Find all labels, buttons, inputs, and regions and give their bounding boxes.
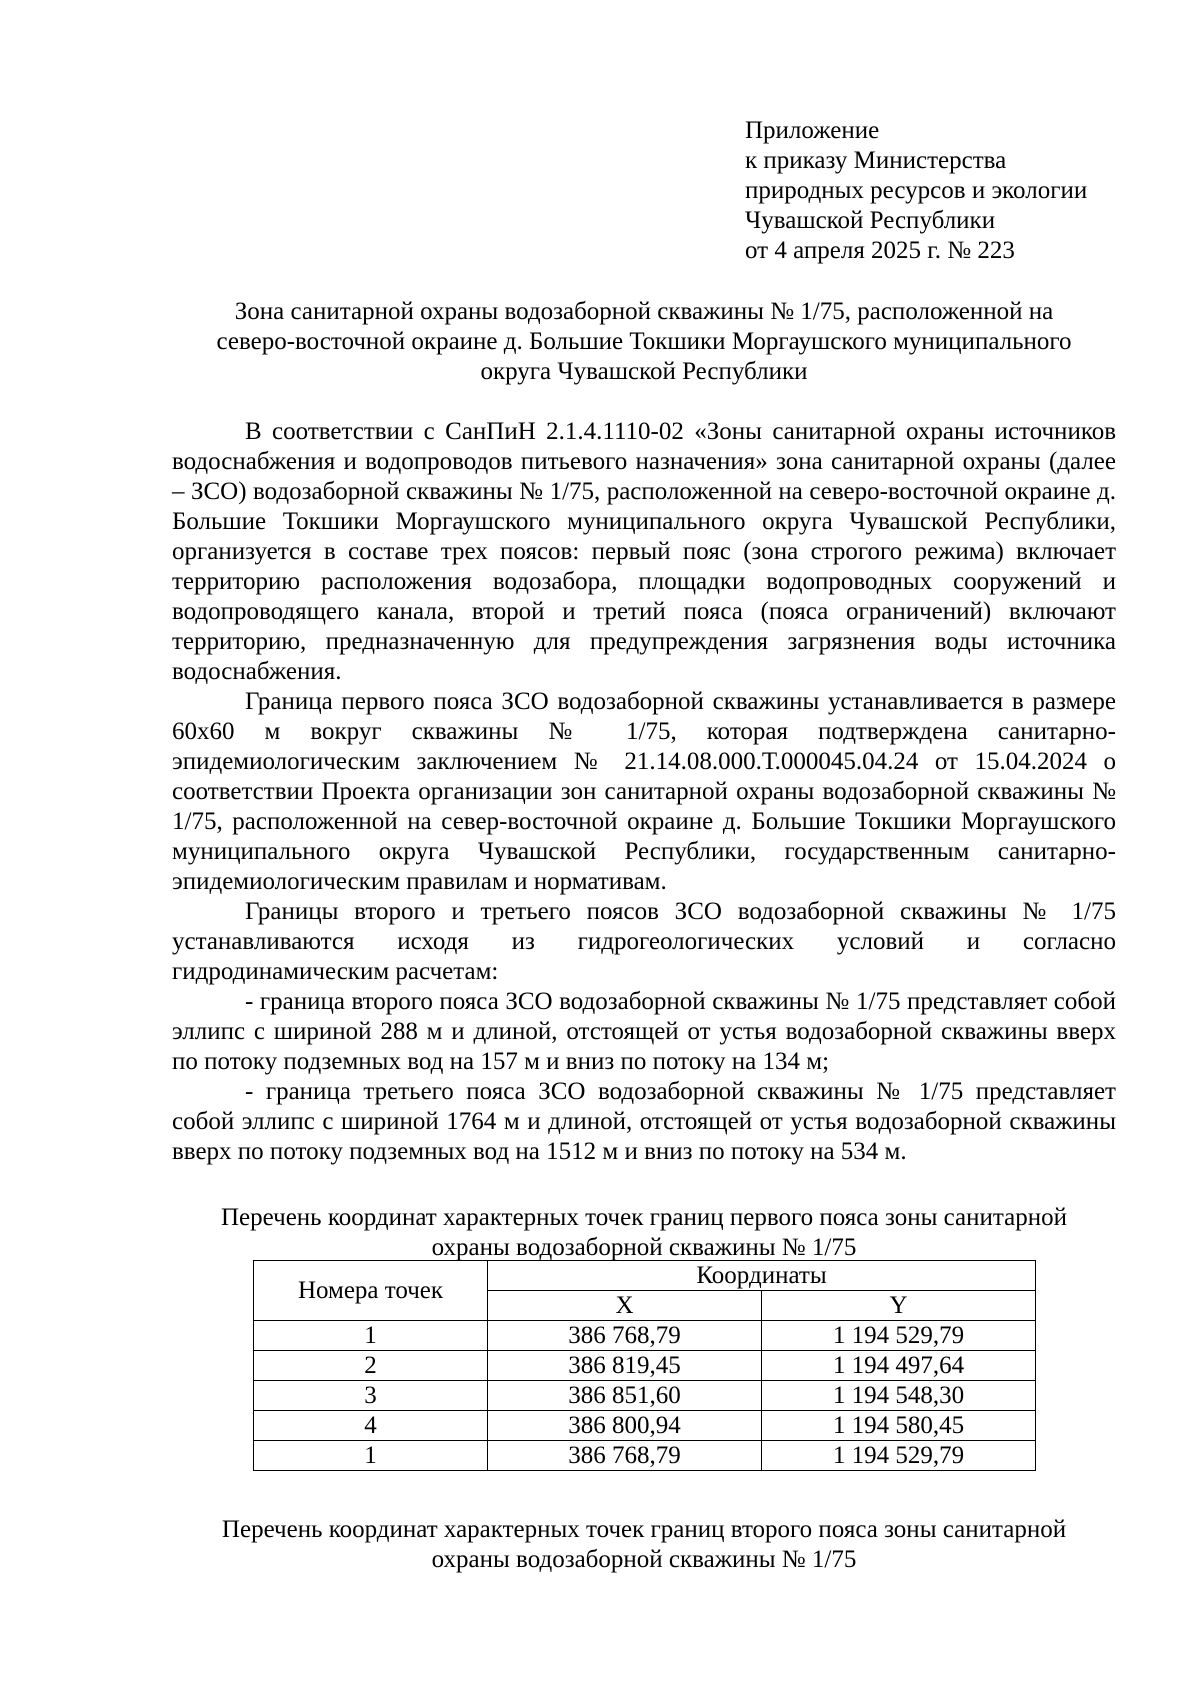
table-row (254, 1351, 1036, 1381)
title-line: Зона санитарной охраны водозаборной скважины № 1/75, расположенной на (234, 298, 1054, 325)
point-number: 1 (254, 1321, 488, 1351)
caption-line: Перечень координат характерных точек границ первого пояса зоны санитарной (221, 1204, 1067, 1231)
paragraph: В соответствии с СанПиН 2.1.4.1110-02 «Зоны санитарной охраны источников водоснабжения и водопроводов питьевого назначения» зона санитарной охраны (далее – ЗСО) водозаборной скважины № 1/75, расположенной на северо-восточной окраине д. Большие Токшики Моргаушского муниципального округа Чувашской Республики, организуется в составе трех поясов: первый пояс (зона строгого режима) включает территорию расположения водозабора, площадки водопроводных сооружений и водопроводящего канала, второй и третий пояса (пояса ограничений) включают территорию, предназначенную для предупреждения загрязнения воды источника водоснабжения. (172, 418, 1116, 685)
coord-x: 386 800,94 (488, 1411, 762, 1441)
header-coordinates: Координаты (488, 1261, 1036, 1291)
appendix-line: Чувашской Республики (745, 207, 996, 234)
coord-y: 1 194 529,79 (762, 1321, 1036, 1351)
caption-line: охраны водозаборной скважины № 1/75 (431, 1234, 857, 1261)
coord-x: 386 819,45 (488, 1351, 762, 1381)
point-number: 4 (254, 1411, 488, 1441)
coord-x: 386 851,60 (488, 1381, 762, 1411)
coord-y: 1 194 529,79 (762, 1441, 1036, 1471)
table-row (254, 1381, 1036, 1411)
table2-caption (172, 1515, 1116, 1575)
appendix-line: к приказу Министерства (745, 147, 1007, 174)
point-number: 2 (254, 1351, 488, 1381)
body-text (172, 417, 1116, 1167)
paragraph: Граница первого пояса ЗСО водозаборной скважины устанавливается в размере 60х60 м вокруг скважины № 1/75, которая подтверждена санитарно-эпидемиологическим заключением № 21.14.08.000.Т.000045.04.24 от 15.04.2024 о соответствии Проекта организации зон санитарной охраны водозаборной скважины № 1/75, расположенной на север-восточной окраине д. Большие Токшики Моргаушского муниципального округа Чувашской Республики, государственным санитарно-эпидемиологическим правилам и нормативам. (172, 688, 1116, 895)
table-row (254, 1441, 1036, 1471)
caption-line: Перечень координат характерных точек границ второго пояса зоны санитарной (221, 1516, 1067, 1543)
title-line: северо-восточной окраине д. Большие Токшики Моргаушского муниципального (216, 328, 1072, 355)
table-row (254, 1321, 1036, 1351)
header-x: X (488, 1291, 762, 1321)
caption-line: охраны водозаборной скважины № 1/75 (431, 1546, 857, 1573)
paragraph: - граница второго пояса ЗСО водозаборной скважины № 1/75 представляет собой эллипс с шириной 288 м и длиной, отстоящей от устья водозаборной скважины вверх по потоку подземных вод на 157 м и вниз по потоку на 134 м; (172, 988, 1116, 1075)
document-title (172, 297, 1116, 387)
coordinates-table (253, 1260, 1036, 1471)
appendix-line: от 4 апреля 2025 г. № 223 (745, 237, 1015, 264)
paragraph: Границы второго и третьего поясов ЗСО водозаборной скважины № 1/75 устанавливаются исходя из гидрогеологических условий и согласно гидродинамическим расчетам: (172, 898, 1116, 985)
appendix-block (745, 116, 1165, 266)
point-number: 3 (254, 1381, 488, 1411)
table-row (254, 1411, 1036, 1441)
header-y: Y (762, 1291, 1036, 1321)
title-line: округа Чувашской Республики (480, 358, 808, 385)
table1-caption (172, 1203, 1116, 1263)
coord-x: 386 768,79 (488, 1441, 762, 1471)
point-number: 1 (254, 1441, 488, 1471)
coord-y: 1 194 497,64 (762, 1351, 1036, 1381)
appendix-line: природных ресурсов и экологии (745, 177, 1088, 204)
coord-y: 1 194 548,30 (762, 1381, 1036, 1411)
coord-x: 386 768,79 (488, 1321, 762, 1351)
appendix-line: Приложение (745, 117, 880, 144)
header-points: Номера точек (254, 1261, 488, 1321)
coord-y: 1 194 580,45 (762, 1411, 1036, 1441)
table-header-row (254, 1261, 1036, 1291)
paragraph: - граница третьего пояса ЗСО водозаборной скважины № 1/75 представляет собой эллипс с шириной 1764 м и длиной, отстоящей от устья водозаборной скважины вверх по потоку подземных вод на 1512 м и вниз по потоку на 534 м. (172, 1078, 1116, 1165)
